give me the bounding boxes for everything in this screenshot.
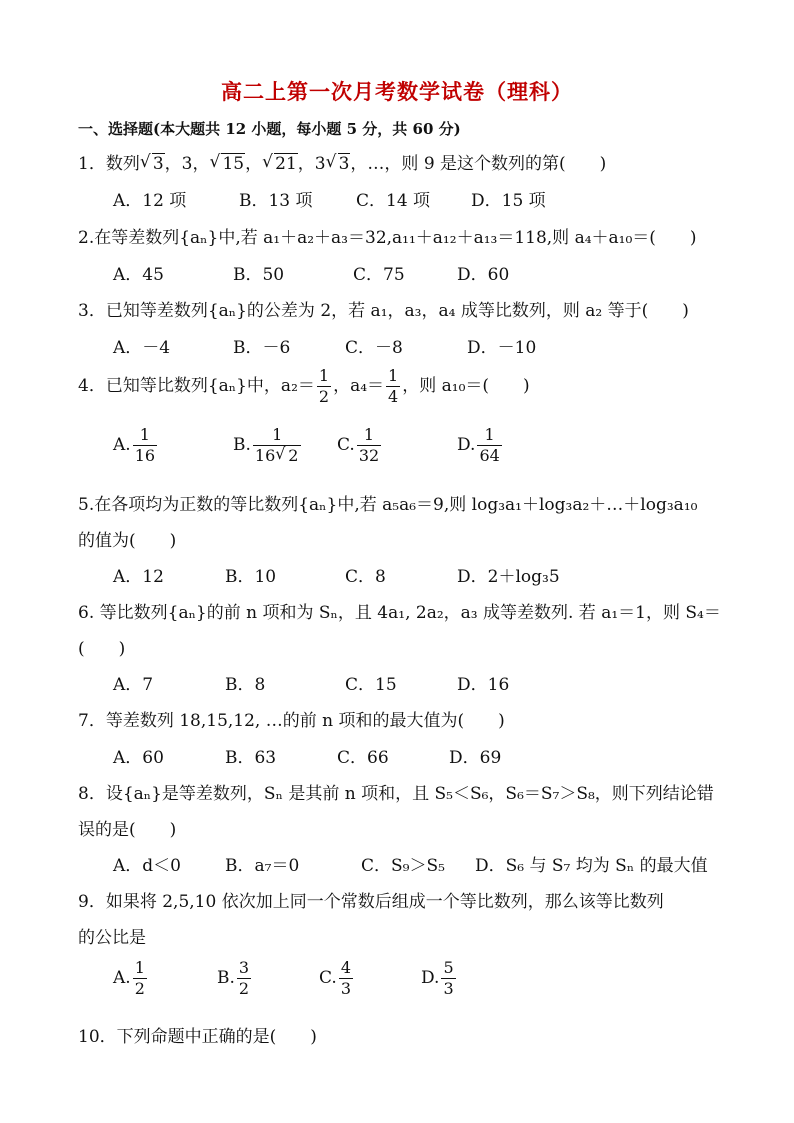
q7-option-b[interactable]: B．63 [225, 748, 277, 768]
question-2: 2.在等差数列{aₙ}中,若 a₁＋a₂＋a₃＝32,a₁₁＋a₁₂＋a₁₃＝118,则 a₄＋a₁₀＝( ) [78, 228, 697, 248]
q5-option-a[interactable]: A．12 [113, 567, 164, 587]
question-5-line-2: 的值为( ) [78, 531, 177, 551]
question-4: 4．已知等比数列{aₙ}中，a₂＝ $\frac{1}{2}$ ，a₄＝ $\frac{1}{4}$ ，则 a₁₀＝( ) [78, 366, 530, 406]
q3-option-c[interactable]: C．－8 [345, 338, 403, 358]
sqrt-symbol: √ 3 [140, 154, 165, 174]
q4-option-d[interactable]: D. $\frac{1}{64}$ [457, 425, 500, 465]
fraction: $\frac{1}{16}$ [134, 425, 156, 465]
q1-option-a[interactable]: A．12 项 [113, 191, 187, 211]
page-title: 高二上第一次月考数学试卷（理科） [221, 79, 573, 104]
question-8-line-2: 误的是( ) [78, 820, 177, 840]
q6-option-b[interactable]: B．8 [225, 675, 266, 695]
q8-option-d[interactable]: D．S₆ 与 S₇ 均为 Sₙ 的最大值 [475, 856, 708, 876]
q8-option-a[interactable]: A．d＜0 [113, 856, 181, 876]
question-9-line-1: 9．如果将 2,5,10 依次加上同一个常数后组成一个等比数列，那么该等比数列 [78, 892, 664, 912]
question-10: 10．下列命题中正确的是( ) [78, 1027, 317, 1047]
q9-option-b[interactable]: B. $\frac{3}{2}$ [217, 958, 250, 998]
q5-option-b[interactable]: B．10 [225, 567, 277, 587]
sqrt-symbol: √ 2 [275, 446, 299, 466]
q4-option-b[interactable]: B. $\frac{1}{16√ 2}$ [233, 425, 303, 466]
q2-option-c[interactable]: C．75 [353, 265, 405, 285]
q4-option-a[interactable]: A. $\frac{1}{16}$ [113, 425, 156, 465]
question-3: 3．已知等差数列{aₙ}的公差为 2，若 a₁，a₃，a₄ 成等比数列，则 a₂ 等于( ) [78, 301, 689, 321]
sqrt-symbol: √ 21 [262, 154, 298, 174]
fraction: $\frac{3}{2}$ [238, 958, 250, 998]
question-6-line-2: ( ) [78, 639, 126, 659]
fraction: $\frac{1}{16√ 2}$ [253, 425, 302, 466]
question-7: 7．等差数列 18,15,12, …的前 n 项和的最大值为( ) [78, 711, 505, 731]
fraction: $\frac{1}{32}$ [358, 425, 380, 465]
question-6-line-1: 6. 等比数列{aₙ}的前 n 项和为 Sₙ，且 4a₁, 2a₂，a₃ 成等差数列. 若 a₁＝1，则 S₄＝ [78, 603, 721, 623]
sqrt-symbol: √ 15 [209, 154, 245, 174]
q5-option-d[interactable]: D．2＋log₃5 [457, 567, 560, 587]
q6-option-d[interactable]: D．16 [457, 675, 510, 695]
q5-option-c[interactable]: C．8 [345, 567, 386, 587]
q1-option-d[interactable]: D．15 项 [471, 191, 546, 211]
fraction: $\frac{1}{2}$ [134, 958, 145, 998]
fraction: $\frac{1}{2}$ [318, 366, 330, 406]
q9-option-a[interactable]: A. $\frac{1}{2}$ [113, 958, 145, 998]
q7-option-a[interactable]: A．60 [113, 748, 164, 768]
q9-option-d[interactable]: D. $\frac{5}{3}$ [421, 958, 454, 998]
q2-option-b[interactable]: B．50 [233, 265, 285, 285]
question-8-line-1: 8．设{aₙ}是等差数列，Sₙ 是其前 n 项和，且 S₅＜S₆，S₆＝S₇＞S₈，则下列结论错 [78, 784, 714, 804]
q3-option-d[interactable]: D．－10 [467, 338, 537, 358]
sqrt-symbol: √ 3 [326, 154, 351, 174]
q1-prefix: 1．数列 [78, 154, 140, 174]
q4-option-c[interactable]: C. $\frac{1}{32}$ [337, 425, 380, 465]
q1-option-c[interactable]: C．14 项 [356, 191, 431, 211]
fraction: $\frac{1}{64}$ [479, 425, 500, 465]
q7-option-d[interactable]: D．69 [449, 748, 502, 768]
q8-option-b[interactable]: B．a₇＝0 [225, 856, 300, 876]
question-1: 1．数列√ 3，3，√ 15，√ 21，3√ 3，…，则 9 是这个数列的第( ) [78, 149, 606, 174]
q3-option-a[interactable]: A．－4 [113, 338, 171, 358]
section-heading: 一、选择题(本大题共 12 小题，每小题 5 分，共 60 分) [78, 120, 461, 138]
question-5-line-1: 5.在各项均为正数的等比数列{aₙ}中,若 a₅a₆＝9,则 log₃a₁＋log₃a₂＋…＋log₃a₁₀ [78, 495, 698, 515]
q6-option-c[interactable]: C．15 [345, 675, 397, 695]
q7-option-c[interactable]: C．66 [337, 748, 389, 768]
q1-option-b[interactable]: B．13 项 [239, 191, 313, 211]
fraction: $\frac{5}{3}$ [443, 958, 454, 998]
q6-option-a[interactable]: A．7 [113, 675, 154, 695]
q2-option-d[interactable]: D．60 [457, 265, 510, 285]
q9-option-c[interactable]: C. $\frac{4}{3}$ [319, 958, 351, 998]
q2-option-a[interactable]: A．45 [113, 265, 164, 285]
fraction: $\frac{1}{4}$ [388, 366, 399, 406]
q8-option-c[interactable]: C．S₉＞S₅ [361, 856, 445, 876]
question-9-line-2: 的公比是 [78, 928, 146, 948]
q3-option-b[interactable]: B．－6 [233, 338, 291, 358]
fraction: $\frac{4}{3}$ [340, 958, 351, 998]
